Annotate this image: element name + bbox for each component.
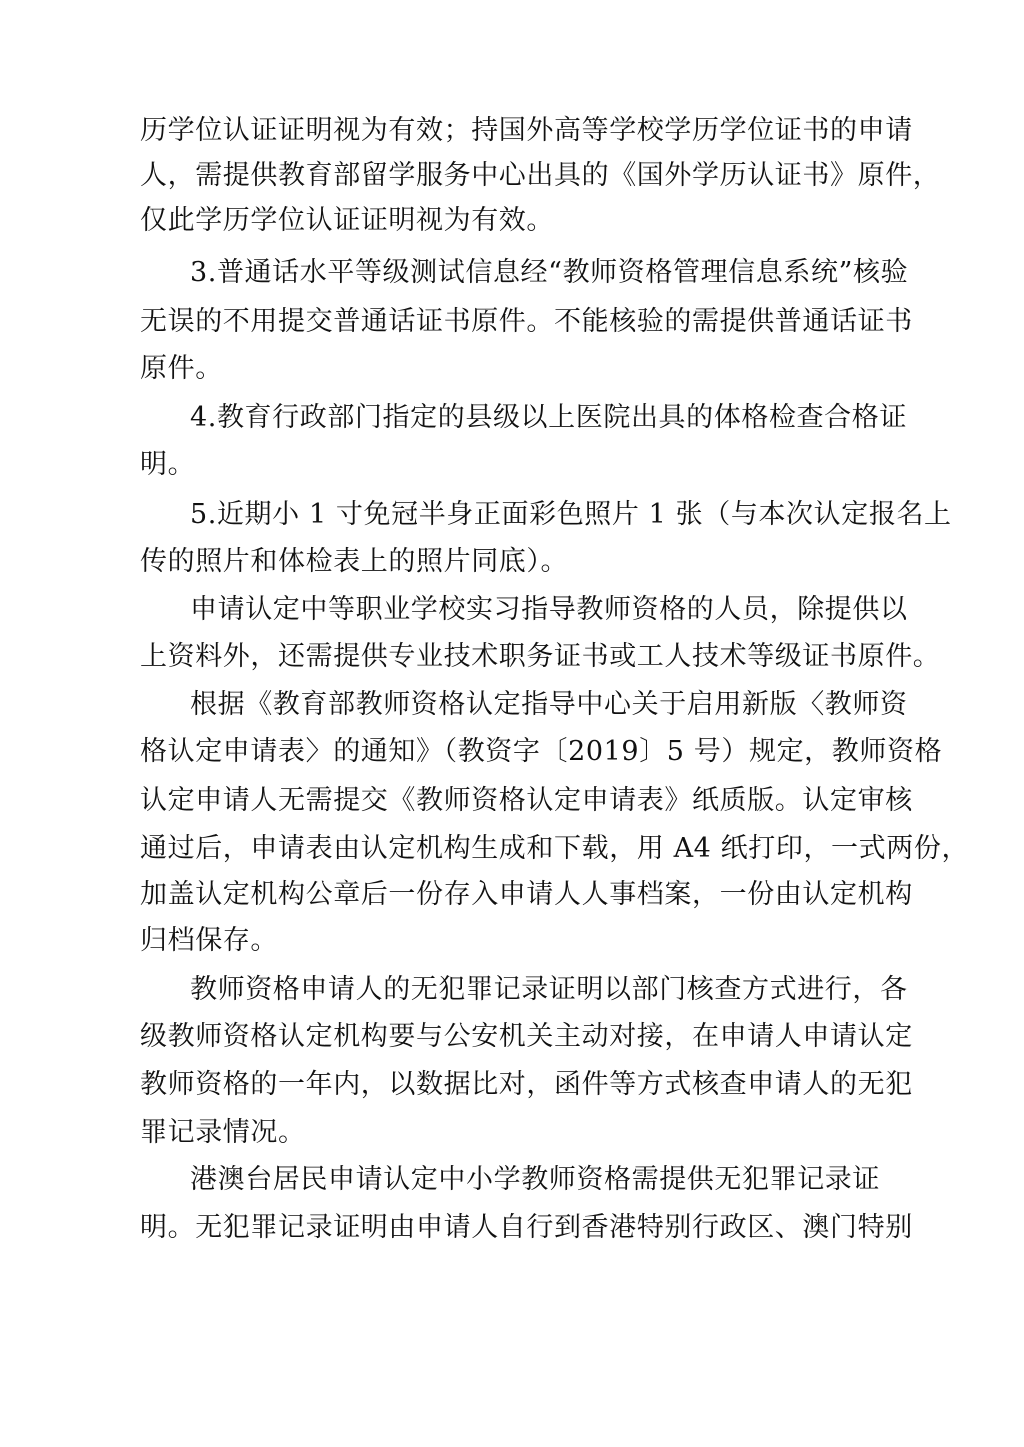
text-line: 申请认定中等职业学校实习指导教师资格的人员，除提供以 [190,594,908,625]
text-line: 原件。 [140,353,223,384]
text-line: 教师资格申请人的无犯罪记录证明以部门核查方式进行，各 [190,974,908,1005]
text-line: 传的照片和体检表上的照片同底）。 [140,546,569,577]
text-line: 港澳台居民申请认定中小学教师资格需提供无犯罪记录证 [190,1164,880,1195]
text-line: 4.教育行政部门指定的县级以上医院出具的体格检查合格证 [190,402,907,433]
text-line: 5.近期小 1 寸免冠半身正面彩色照片 1 张（与本次认定报名上 [190,499,952,530]
text-line: 格认定申请表〉的通知》（教资字〔2019〕5 号）规定，教师资格 [140,736,943,767]
text-line: 仅此学历学位认证证明视为有效。 [140,205,554,236]
text-line: 上资料外，还需提供专业技术职务证书或工人技术等级证书原件。 [140,641,941,672]
text-line: 通过后，申请表由认定机构生成和下载，用 A4 纸打印，一式两份， [140,833,970,864]
text-line: 历学位认证证明视为有效；持国外高等学校学历学位证书的申请 [140,115,913,146]
text-line: 根据《教育部教师资格认定指导中心关于启用新版〈教师资 [190,689,908,720]
text-line: 3.普通话水平等级测试信息经“教师资格管理信息系统”核验 [190,257,909,288]
text-line: 加盖认定机构公章后一份存入申请人人事档案，一份由认定机构 [140,879,913,910]
text-line: 级教师资格认定机构要与公安机关主动对接，在申请人申请认定 [140,1021,913,1052]
text-line: 明。 [140,449,196,480]
text-line: 无误的不用提交普通话证书原件。不能核验的需提供普通话证书 [140,306,913,337]
text-line: 人，需提供教育部留学服务中心出具的《国外学历认证书》原件， [140,160,941,191]
text-line: 罪记录情况。 [140,1117,306,1148]
text-line: 归档保存。 [140,925,278,956]
text-line: 明。无犯罪记录证明由申请人自行到香港特别行政区、澳门特别 [140,1212,913,1243]
text-line: 教师资格的一年内，以数据比对，函件等方式核查申请人的无犯 [140,1069,913,1100]
text-line: 认定申请人无需提交《教师资格认定申请表》纸质版。认定审核 [140,785,913,816]
